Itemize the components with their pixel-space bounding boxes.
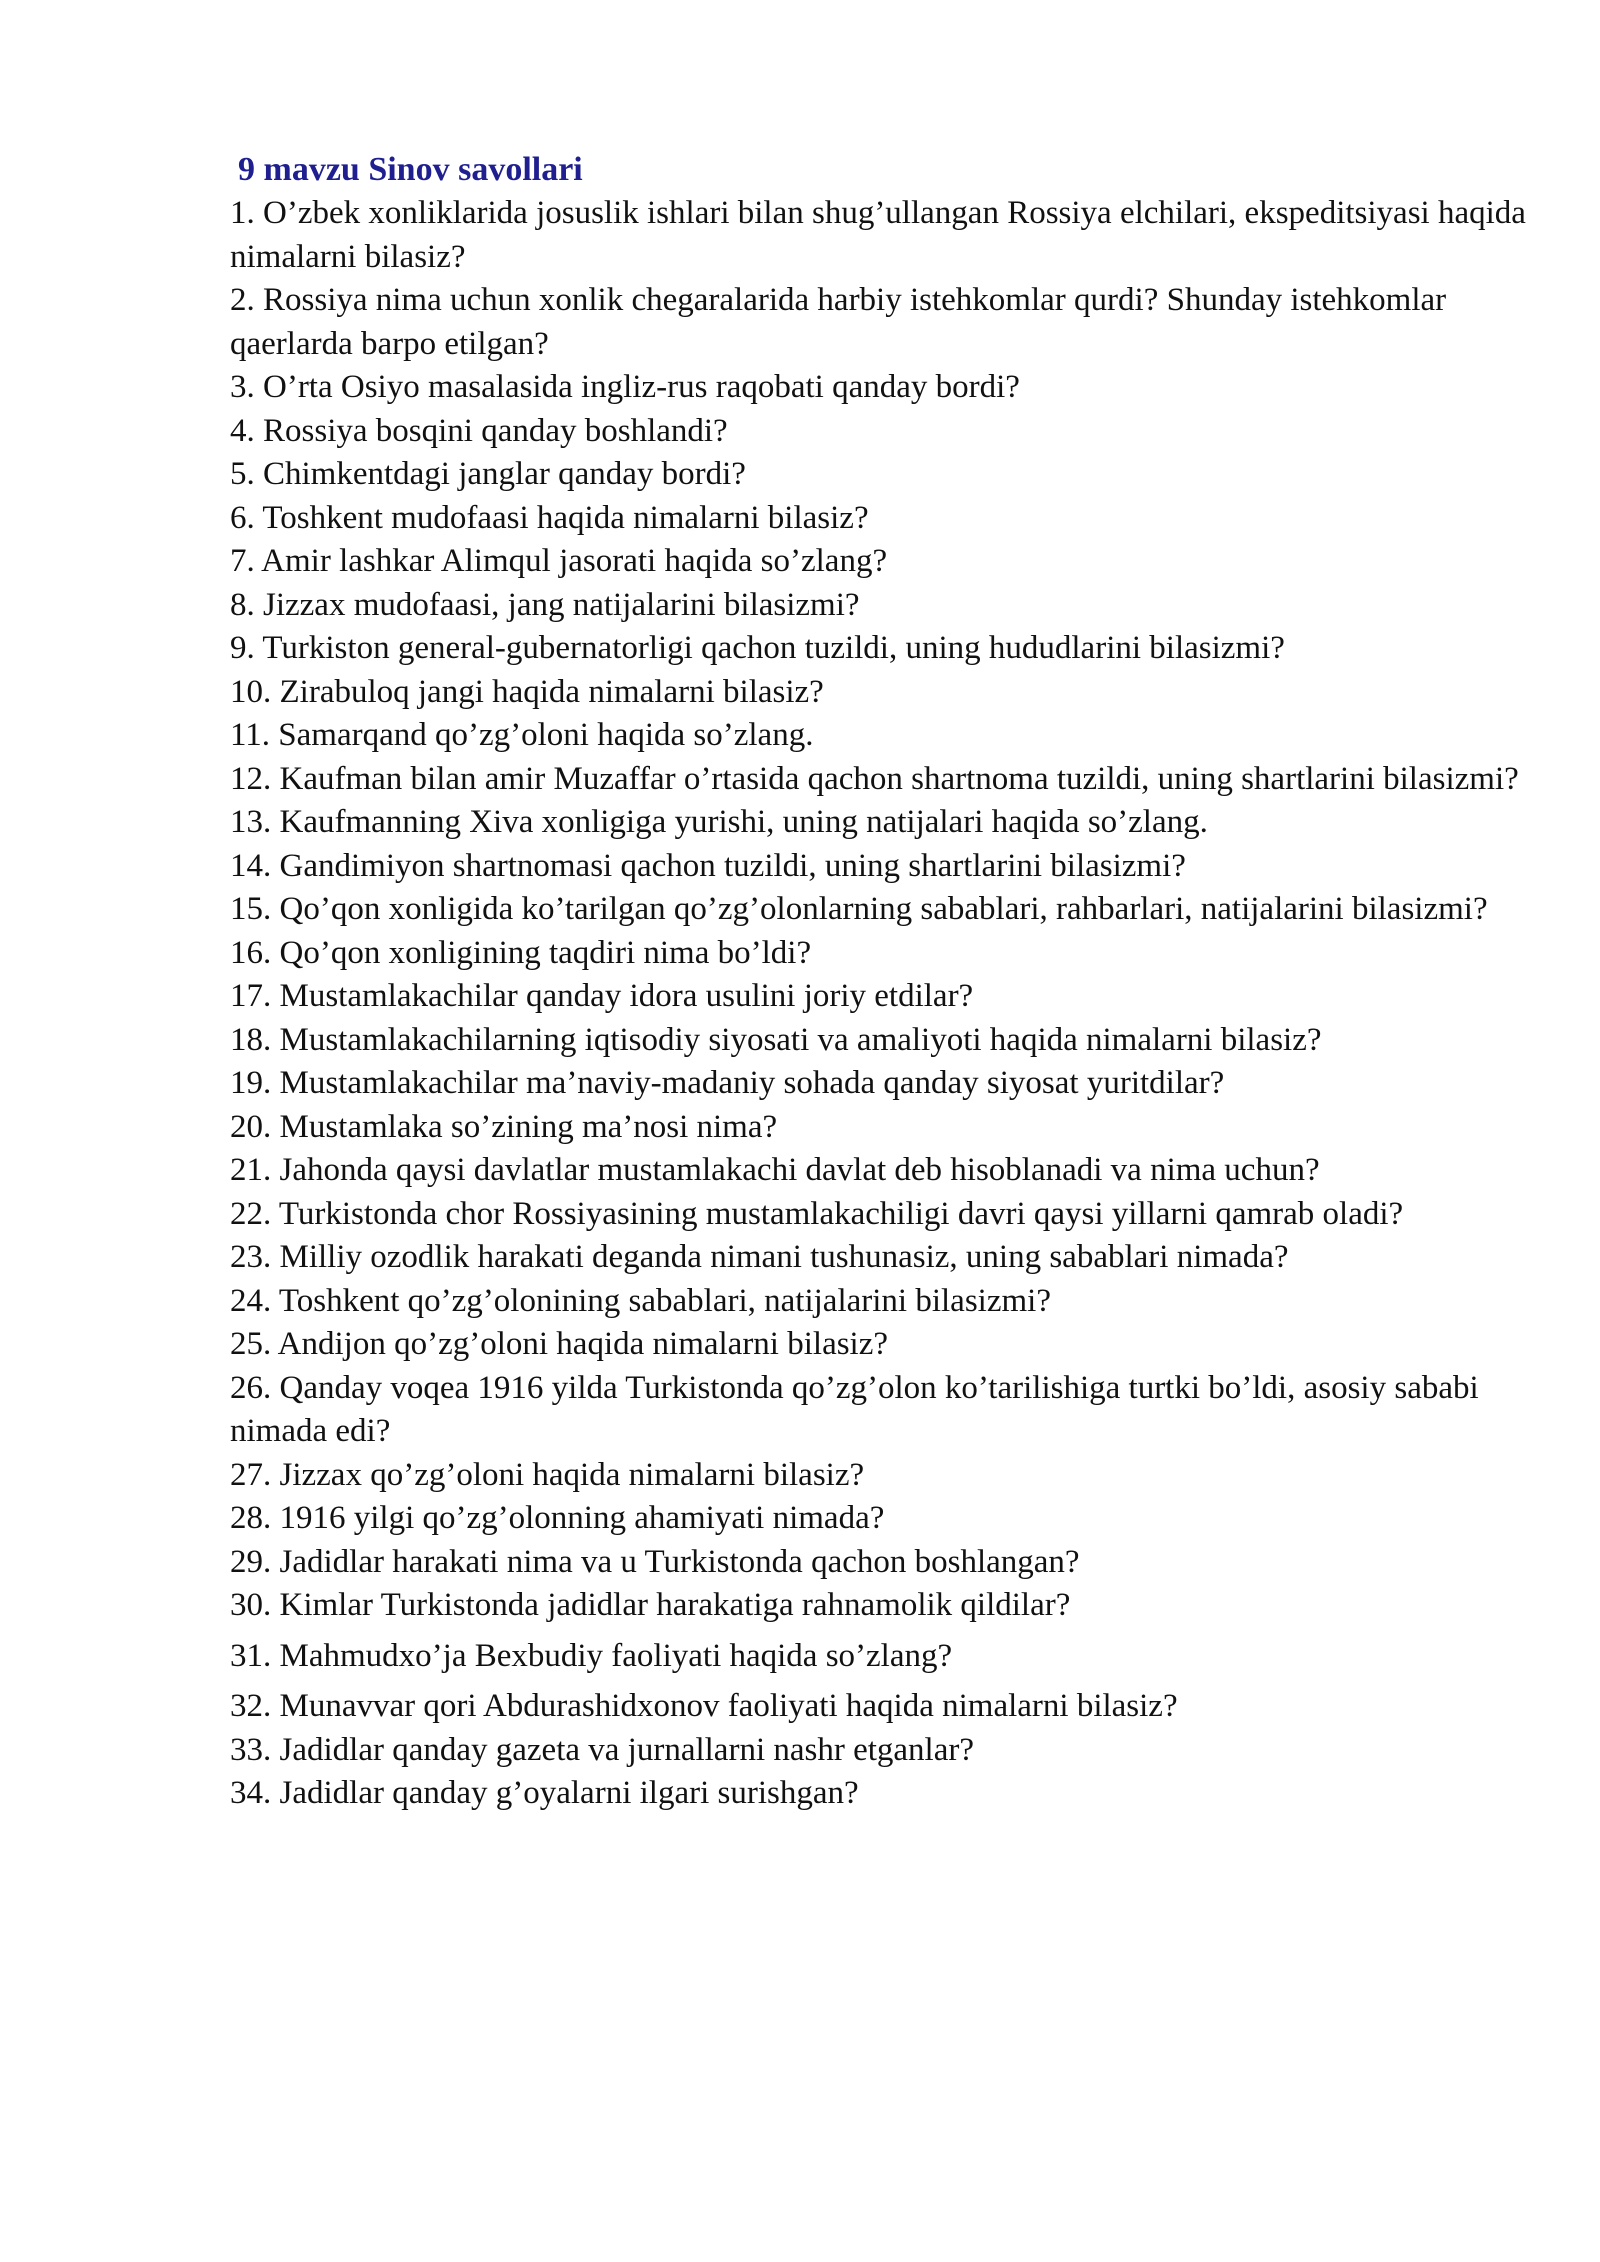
question-item: 13. Kaufmanning Xiva xonligiga yurishi, uning natijalari haqida so’zlang. <box>230 804 1208 840</box>
question-item: 15. Qo’qon xonligida ko’tarilgan qo’zg’olonlarning sabablari, rahbarlari, natijalarini bilasizmi? <box>230 891 1488 927</box>
question-item: 8. Jizzax mudofaasi, jang natijalarini bilasizmi? <box>230 586 860 623</box>
question-list <box>230 192 1530 1816</box>
question-item: 22. Turkistonda chor Rossiyasining mustamlakachiligi davri qaysi yillarni qamrab oladi? <box>230 1195 1404 1232</box>
question-item: 28. 1916 yilgi qo’zg’olonning ahamiyati nimada? <box>230 1500 885 1536</box>
question-item: 20. Mustamlaka so’zining ma’nosi nima? <box>230 1108 778 1145</box>
document-content <box>230 148 1530 1816</box>
question-item: 26. Qanday voqea 1916 yilda Turkistonda qo’zg’olon ko’tarilishiga turtki bo’ldi, asosiy sababi nimada edi? <box>230 1369 1479 1449</box>
page-title: 9 mavzu Sinov savollari <box>238 151 583 188</box>
question-item: 2. Rossiya nima uchun xonlik chegaralarida harbiy istehkomlar qurdi? Shunday istehkomlar qaerlarda barpo etilgan? <box>230 282 1447 362</box>
question-item: 29. Jadidlar harakati nima va u Turkistonda qachon boshlangan? <box>230 1543 1080 1580</box>
question-item: 9. Turkiston general-gubernatorligi qachon tuzildi, uning hududlarini bilasizmi? <box>230 630 1285 666</box>
question-item: 32. Munavvar qori Abdurashidxonov faoliyati haqida nimalarni bilasiz? <box>230 1688 1178 1724</box>
question-item: 23. Milliy ozodlik harakati deganda nimani tushunasiz, uning sabablari nimada? <box>230 1239 1289 1275</box>
question-item: 18. Mustamlakachilarning iqtisodiy siyosati va amaliyoti haqida nimalarni bilasiz? <box>230 1021 1322 1058</box>
question-item: 33. Jadidlar qanday gazeta va jurnallarni nashr etganlar? <box>230 1731 974 1768</box>
question-item: 10. Zirabuloq jangi haqida nimalarni bilasiz? <box>230 673 824 710</box>
question-item: 14. Gandimiyon shartnomasi qachon tuzildi, uning shartlarini bilasizmi? <box>230 847 1186 884</box>
question-item: 12. Kaufman bilan amir Muzaffar o’rtasida qachon shartnoma tuzildi, uning shartlarini bilasizmi? <box>230 760 1519 797</box>
question-item: 19. Mustamlakachilar ma’naviy-madaniy sohada qanday siyosat yuritdilar? <box>230 1065 1225 1101</box>
question-item: 3. O’rta Osiyo masalasida ingliz-rus raqobati qanday bordi? <box>230 369 1020 405</box>
question-item: 11. Samarqand qo’zg’oloni haqida so’zlang. <box>230 717 814 753</box>
question-item: 30. Kimlar Turkistonda jadidlar harakatiga rahnamolik qildilar? <box>230 1587 1071 1623</box>
question-item: 24. Toshkent qo’zg’olonining sabablari, natijalarini bilasizmi? <box>230 1282 1051 1319</box>
question-item: 21. Jahonda qaysi davlatlar mustamlakachi davlat deb hisoblanadi va nima uchun? <box>230 1152 1320 1188</box>
question-item: 4. Rossiya bosqini qanday boshlandi? <box>230 412 728 449</box>
question-item: 17. Mustamlakachilar qanday idora usulini joriy etdilar? <box>230 978 974 1014</box>
question-item: 1. O’zbek xonliklarida josuslik ishlari bilan shug’ullangan Rossiya elchilari, ekspeditsiyasi haqida nimalarni bilasiz? <box>230 195 1526 275</box>
question-item: 5. Chimkentdagi janglar qanday bordi? <box>230 456 746 492</box>
question-item: 34. Jadidlar qanday g’oyalarni ilgari surishgan? <box>230 1775 859 1811</box>
question-item: 6. Toshkent mudofaasi haqida nimalarni bilasiz? <box>230 499 869 536</box>
question-item: 16. Qo’qon xonligining taqdiri nima bo’ldi? <box>230 934 812 971</box>
question-item: 25. Andijon qo’zg’oloni haqida nimalarni bilasiz? <box>230 1326 889 1362</box>
question-item: 27. Jizzax qo’zg’oloni haqida nimalarni bilasiz? <box>230 1456 865 1493</box>
question-item: 7. Amir lashkar Alimqul jasorati haqida so’zlang? <box>230 543 888 579</box>
question-item: 31. Mahmudxo’ja Bexbudiy faoliyati haqida so’zlang? <box>230 1637 953 1674</box>
